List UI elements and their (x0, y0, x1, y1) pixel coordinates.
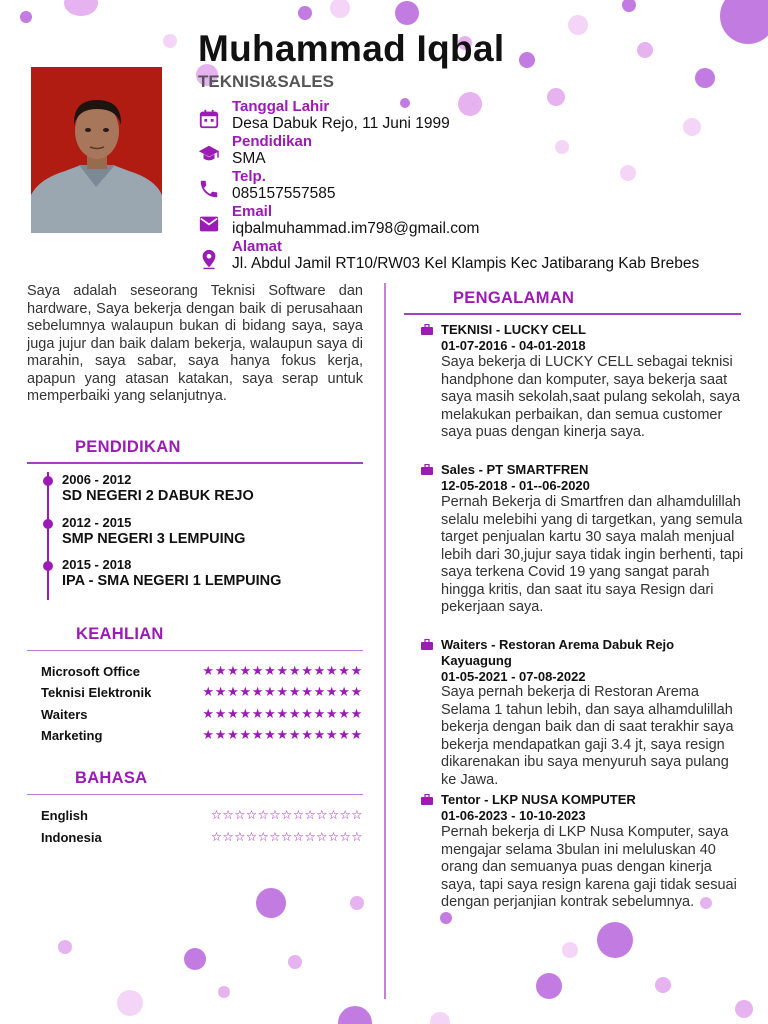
education-school: SD NEGERI 2 DABUK REJO (62, 488, 254, 504)
skill-rating-stars: ★★★★★★★★★★★★★ (202, 663, 363, 678)
candidate-name: Muhammad Iqbal (198, 28, 505, 69)
decorative-dot (695, 68, 715, 88)
experience-job-title: TEKNISI - LUCKY CELL (441, 322, 586, 337)
decorative-dot (218, 986, 230, 998)
education-years: 2015 - 2018 (62, 557, 132, 572)
experience-dates: 01-07-2016 - 04-01-2018 (441, 338, 586, 353)
location-pin-icon (198, 248, 220, 270)
education-years: 2012 - 2015 (62, 515, 132, 530)
phone-icon (198, 178, 220, 200)
calendar-icon (198, 108, 220, 130)
decorative-dot (536, 973, 562, 999)
skill-label: Marketing (41, 728, 103, 743)
skill-label: Microsoft Office (41, 664, 140, 679)
decorative-dot (519, 52, 535, 68)
decorative-dot (298, 6, 312, 20)
briefcase-icon (421, 639, 433, 650)
experience-job-title: Sales - PT SMARTFREN (441, 462, 589, 477)
contact-education (198, 133, 738, 167)
education-timeline (47, 472, 49, 600)
skill-row (41, 685, 363, 703)
language-label: Indonesia (41, 830, 102, 845)
contact-value: Desa Dabuk Rejo, 11 Juni 1999 (232, 115, 450, 132)
decorative-dot (20, 11, 32, 23)
decorative-dot (58, 940, 72, 954)
briefcase-icon (421, 324, 433, 335)
language-rating-stars: ☆☆☆☆☆☆☆☆☆☆☆☆☆ (210, 830, 363, 844)
skills-title: KEAHLIAN (76, 625, 164, 643)
person-portrait (31, 67, 162, 233)
experience-dates: 01-05-2021 - 07-08-2022 (441, 669, 586, 684)
education-title: PENDIDIKAN (75, 438, 181, 456)
contact-phone (198, 168, 738, 202)
contact-label: Email (232, 203, 273, 220)
contact-value: 085157557585 (232, 185, 336, 202)
decorative-dot (720, 0, 768, 44)
contact-value: SMA (232, 150, 266, 167)
languages-title: BAHASA (75, 769, 148, 787)
decorative-dot (637, 42, 653, 58)
language-row (41, 830, 363, 848)
decorative-dot (117, 990, 143, 1016)
decorative-dot (622, 0, 636, 12)
decorative-dot (440, 912, 452, 924)
skill-row (41, 728, 363, 746)
education-divider (27, 462, 363, 464)
experience-description: Pernah bekerja di LKP Nusa Komputer, saya mengajar selama 3bulan ini meluluskan 40 orang dan semuanya puas dengan kinerja saya, tapi saya resign karena gaji tidak sesuai dengan perjanjian kontrak sebelumnya. (441, 824, 737, 910)
experience-title: PENGALAMAN (453, 289, 575, 307)
experience-dates: 12-05-2018 - 01--06-2020 (441, 478, 590, 493)
contact-address (198, 238, 738, 272)
timeline-dot (43, 519, 53, 529)
experience-description: Saya bekerja di LUCKY CELL sebagai teknisi handphone dan komputer, saya bekerja saat saya masih sekolah,saat pulang sekolah, saya melakukan perbaikan, dan semua customer saya puas dengan kinerja saya. (441, 354, 741, 440)
decorative-dot (395, 1, 419, 25)
skills-divider (27, 650, 363, 651)
profile-photo (31, 67, 162, 233)
decorative-dot (330, 0, 350, 18)
language-rating-stars: ☆☆☆☆☆☆☆☆☆☆☆☆☆ (210, 808, 363, 822)
language-label: English (41, 808, 88, 823)
education-school: SMP NEGERI 3 LEMPUING (62, 531, 246, 547)
language-row (41, 808, 363, 826)
decorative-dot (64, 0, 98, 16)
contact-value: Jl. Abdul Jamil RT10/RW03 Kel Klampis Kec Jatibarang Kab Brebes (232, 255, 700, 272)
decorative-dot (184, 948, 206, 970)
timeline-dot (43, 561, 53, 571)
decorative-dot (350, 896, 364, 910)
skill-rating-stars: ★★★★★★★★★★★★★ (202, 706, 363, 721)
contact-label: Alamat (232, 238, 283, 255)
decorative-dot (735, 1000, 753, 1018)
graduation-cap-icon (198, 143, 220, 165)
experience-description: Pernah Bekerja di Smartfren dan alhamdulillah selalu melebihi yang di targetkan, yang semula target penjualan kartu 30 saya malah menjual lebih dari 30,jujur saya tidak ingin berhenti, tapi saya terkena Covid 19 yang sangat parah hingga kritis, dan saat itu saya Resign dari pekerjaan saya. (441, 494, 744, 615)
experience-job-title: Tentor - LKP NUSA KOMPUTER (441, 792, 636, 807)
education-school: IPA - SMA NEGERI 1 LEMPUING (62, 573, 282, 589)
experience-dates: 01-06-2023 - 10-10-2023 (441, 808, 586, 823)
decorative-dot (163, 34, 177, 48)
skill-label: Waiters (41, 707, 88, 722)
contact-value: iqbalmuhammad.im798@gmail.com (232, 220, 480, 237)
decorative-dot (338, 1006, 372, 1024)
experience-divider (404, 313, 741, 315)
profile-summary: Saya adalah seseorang Teknisi Software dan hardware, Saya bekerja dengan baik di perusahaan sebelumnya walaupun bukan di bidang saya, saya juga jujur dan baik dalam bekerja, walaupun saya di marahin, saya sabar, saya hanya fokus kerja, apapun yang atasan katakan, saya serap untuk memperbaiki yang selanjutnya. (27, 283, 363, 404)
skill-row (41, 707, 363, 725)
contact-label: Telp. (232, 168, 266, 185)
column-divider (384, 283, 386, 999)
briefcase-icon (421, 794, 433, 805)
timeline-dot (43, 476, 53, 486)
skill-rating-stars: ★★★★★★★★★★★★★ (202, 684, 363, 699)
decorative-dot (256, 888, 286, 918)
briefcase-icon (421, 464, 433, 475)
decorative-dot (568, 15, 588, 35)
email-icon (198, 213, 220, 235)
contact-email (198, 203, 738, 237)
skill-row (41, 664, 363, 682)
decorative-dot (655, 977, 671, 993)
contact-label: Tanggal Lahir (232, 98, 330, 115)
decorative-dot (562, 942, 578, 958)
decorative-dot (288, 955, 302, 969)
contact-birth-date (198, 98, 738, 132)
job-title: TEKNISI&SALES (198, 72, 335, 91)
skill-label: Teknisi Elektronik (41, 685, 152, 700)
experience-description: Saya pernah bekerja di Restoran Arema Selama 1 tahun lebih, dan saya alhamdulillah bekerja dengan baik dan di saat terakhir saya bekerja mendapatkan gaji 3.4 jt, saya resign dikarenakan ibu saya menyuruh saya pulang ke Jawa. (441, 684, 734, 788)
decorative-dot (597, 922, 633, 958)
contact-label: Pendidikan (232, 133, 313, 150)
education-years: 2006 - 2012 (62, 472, 132, 487)
decorative-dot (430, 1012, 450, 1024)
experience-job-title: Waiters - Restoran Arema Dabuk Rejo Kayuagung (441, 637, 675, 668)
languages-divider (27, 794, 363, 795)
skill-rating-stars: ★★★★★★★★★★★★★ (202, 727, 363, 742)
